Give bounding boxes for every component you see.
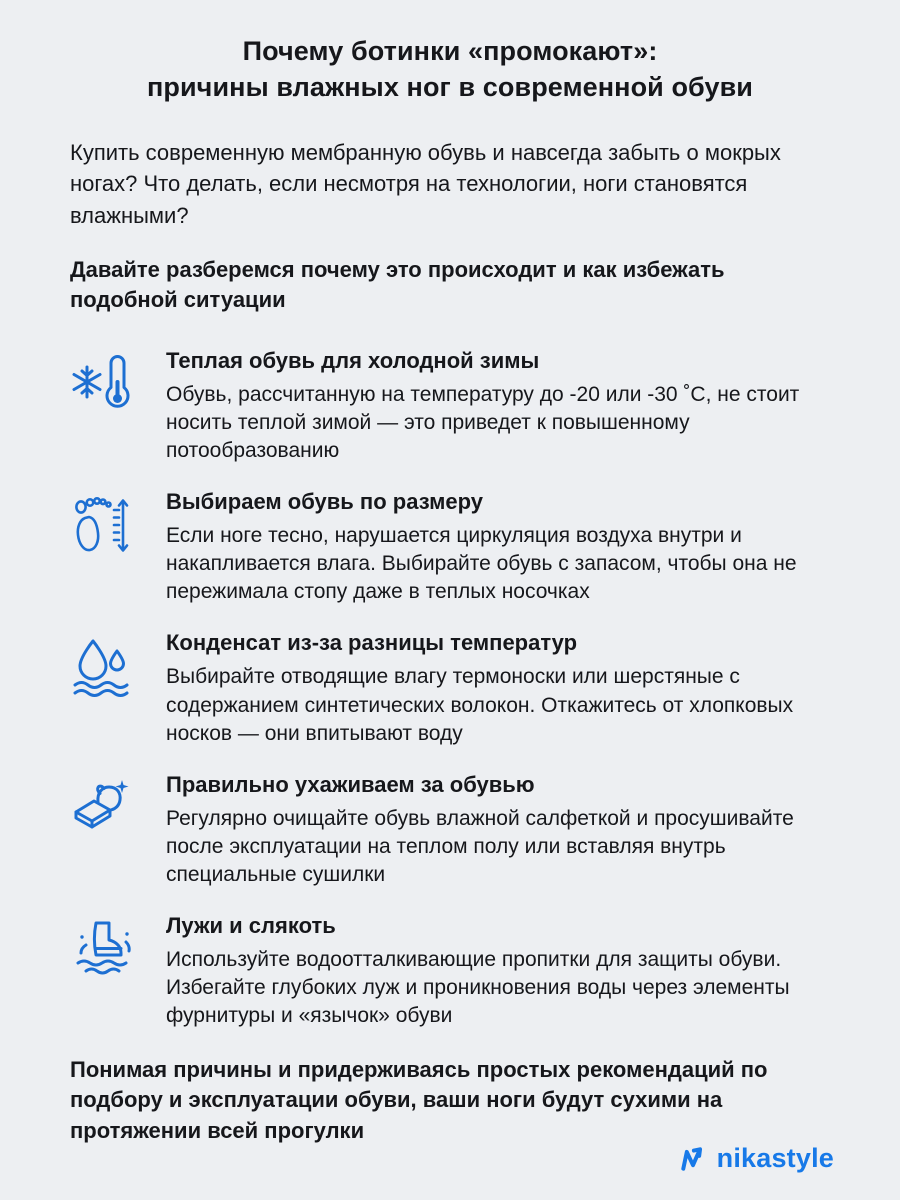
- intro-paragraph: Купить современную мембранную обувь и навсегда забыть о мокрых ногах? Что делать, если несмотря на технологии, ноги становятся влажными?: [70, 140, 781, 228]
- boot-puddle-icon: [70, 913, 140, 1030]
- foot-measure-icon: [70, 489, 140, 606]
- conclusion-paragraph: Понимая причины и придерживаясь простых рекомендаций по подбору и эксплуатации обуви, ваши ноги будут сухими на протяжении всей прогулки: [70, 1056, 768, 1144]
- tip-item-cold-weather: [70, 348, 830, 465]
- tip-text: Регулярно очищайте обувь влажной салфеткой и просушивайте после эксплуатации на теплом полу или вставляя внутрь специальные сушилки: [166, 806, 794, 887]
- tip-text: Если ноге тесно, нарушается циркуляция воздуха внутри и накапливается влага. Выбирайте обувь с запасом, чтобы она не пережимала стопу даже в теплых носочках: [166, 524, 797, 604]
- tip-text: Обувь, рассчитанную на температуру до -20 или -30 ˚С, не стоит носить теплой зимой — это приведет к повышенному потообразованию: [166, 382, 800, 462]
- tip-title: Теплая обувь для холодной зимы: [166, 347, 540, 373]
- cleaning-wipe-icon: [70, 772, 140, 889]
- tip-title: Правильно ухаживаем за обувью: [166, 771, 535, 797]
- tip-item-care: [70, 772, 830, 889]
- tip-item-puddles: [70, 913, 830, 1030]
- page-title: [70, 34, 830, 105]
- page-title-line2: причины влажных ног в современной обуви: [146, 71, 753, 102]
- tips-list: [70, 348, 830, 1031]
- water-drops-icon: [70, 630, 140, 747]
- tip-item-condensation: [70, 630, 830, 747]
- tip-title: Лужи и слякоть: [166, 913, 336, 939]
- snowflake-thermometer-icon: [70, 348, 140, 465]
- nikastyle-logo-icon: [678, 1144, 708, 1174]
- brand-footer: [678, 1143, 834, 1174]
- tip-item-shoe-size: [70, 489, 830, 606]
- tip-text: Используйте водоотталкивающие пропитки для защиты обуви. Избегайте глубоких луж и проникновения воды через элементы фурнитуры и «язычок» обуви: [166, 948, 790, 1028]
- page-title-line1: Почему ботинки «промокают»:: [242, 36, 658, 66]
- tip-title: Конденсат из-за разницы температур: [166, 630, 578, 656]
- lead-paragraph: Давайте разберемся почему это происходит и как избежать подобной ситуации: [70, 256, 725, 313]
- brand-name: nikastyle: [716, 1143, 834, 1173]
- tip-text: Выбирайте отводящие влагу термоноски или шерстяные с содержанием синтетических волокон. Откажитесь от хлопковых носков — они впитывают воду: [166, 665, 794, 745]
- tip-title: Выбираем обувь по размеру: [166, 489, 483, 515]
